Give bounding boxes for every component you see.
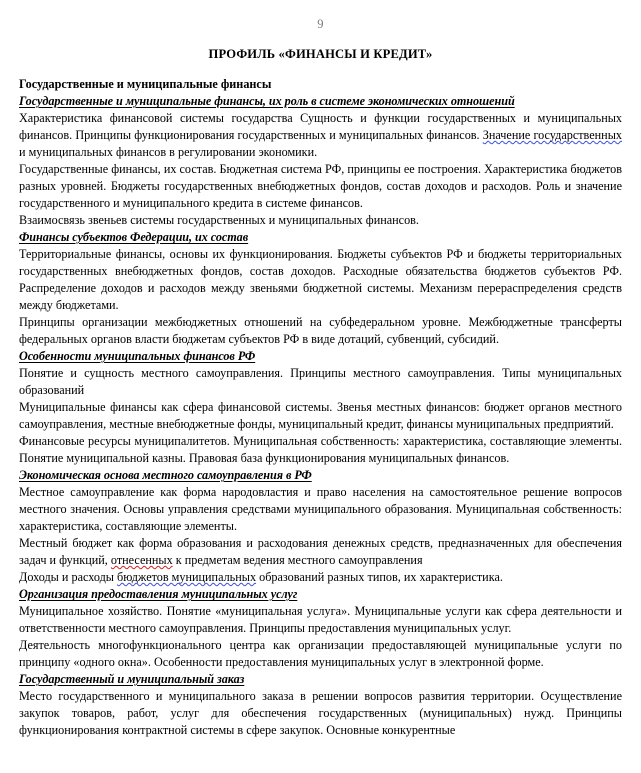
paragraph-text: Понятие и сущность местного самоуправления. Принципы местного самоуправления. Типы муниципальных образований: [19, 366, 622, 397]
body-paragraph: [19, 212, 622, 229]
section-subheading: [19, 586, 622, 603]
body-paragraph: [19, 161, 622, 212]
section-subheading: [19, 348, 622, 365]
body-paragraph: [19, 365, 622, 399]
body-paragraph: [19, 484, 622, 535]
paragraph-text: Доходы и расходы: [19, 570, 118, 584]
body-paragraph: [19, 603, 622, 637]
grammarcheck-error-text: Значение государственных: [482, 128, 622, 142]
paragraph-text: Финансовые ресурсы муниципалитетов. Муниципальная собственность: характеристика, составляющие элементы. Понятие муниципальной казны. Правовая база функционирования муниципальных финансов.: [19, 434, 622, 465]
body-paragraph: [19, 688, 622, 739]
body-paragraph: [19, 246, 622, 314]
section-subheading: [19, 93, 622, 110]
document-body: [0, 76, 641, 739]
paragraph-text: Муниципальное хозяйство. Понятие «муниципальная услуга». Муниципальные услуги как сфера деятельности и ответственности местного самоуправления. Принципы предоставления муниципальных услуг.: [19, 604, 622, 635]
section-subheading: [19, 671, 622, 688]
section-subheading-text: Финансы субъектов Федерации, их состав: [19, 230, 249, 244]
grammarcheck-error-text: бюджетов муниципальных: [117, 570, 257, 584]
paragraph-text: образований разных типов, их характеристика.: [256, 570, 503, 584]
body-paragraph: [19, 569, 622, 586]
paragraph-text: Территориальные финансы, основы их функционирования. Бюджеты субъектов РФ и бюджеты территориальных государственных внебюджетных фондов, состав доходов. Расходные обязательства бюджетов субъектов РФ. Распределение доходов и расходов между звеньями бюджетной системы. Механизм перераспределения средств между бюджетами.: [19, 247, 622, 312]
paragraph-text: Деятельность многофункционального центра как организации предоставляющей муниципальные услуги по принципу «одного окна». Особенности предоставления муниципальных услуг в электронной форме.: [19, 638, 622, 669]
section-subheading: [19, 467, 622, 484]
section-subheading-text: Особенности муниципальных финансов РФ: [19, 349, 256, 363]
paragraph-text: и муниципальных финансов в регулировании экономики.: [19, 145, 318, 159]
paragraph-text: Характеристика финансовой системы государства Сущность и функции государственных и муниципальных финансов. Принципы функционирования государственных и муниципальных финансов.: [19, 111, 622, 142]
section-heading: Государственные и муниципальные финансы: [19, 77, 272, 91]
paragraph-text: Место государственного и муниципального заказа в решении вопросов развития территории. Осуществление закупок товаров, работ, услуг для обеспечения государственных (муниципальных) нужд. Принципы функционирования контрактной системы в сфере закупок. Основные конкурентные: [19, 689, 622, 737]
section-subheading-text: Государственные и муниципальные финансы, их роль в системе экономических отношений: [19, 94, 515, 108]
page-number: 9: [317, 17, 324, 31]
paragraph-text: Местное самоуправление как форма народовластия и право населения на самостоятельное решение вопросов местного значения. Основы управления средствами муниципального образования. Муниципальная собственность: характеристика, составляющие элементы.: [19, 485, 622, 533]
paragraph-text: Муниципальные финансы как сфера финансовой системы. Звенья местных финансов: бюджет органов местного самоуправления, местные внебюджетные фонды, муниципальный кредит, финансы муниципальных предприятий.: [19, 400, 622, 431]
body-paragraph: [19, 433, 622, 467]
section-subheading-text: Государственный и муниципальный заказ: [19, 672, 245, 686]
body-paragraph: [19, 637, 622, 671]
paragraph-text: Государственные финансы, их состав. Бюджетная система РФ, принципы ее построения. Характеристика бюджетов разных уровней. Бюджеты государственных внебюджетных фондов, состав доходов и расходов. Роль и значение государственного и муниципального кредита в системе финансов.: [19, 162, 622, 210]
body-paragraph: [19, 535, 622, 569]
paragraph-text: Местный бюджет как форма образования и расходования денежных средств, предназначенных для обеспечения задач и функций,: [19, 536, 622, 567]
section-subheading-text: Организация предоставления муниципальных услуг: [19, 587, 298, 601]
section-subheading: [19, 229, 622, 246]
body-paragraph: [19, 314, 622, 348]
section-subheading-text: Экономическая основа местного самоуправления в РФ: [19, 468, 312, 482]
spellcheck-error-text: отнесенных: [110, 553, 173, 567]
paragraph-text: к предметам ведения местного самоуправления: [172, 553, 423, 567]
paragraph-text: Принципы организации межбюджетных отношений на субфедеральном уровне. Межбюджетные трансферты федеральных органов власти бюджетам субъектов РФ в виде дотаций, субвенций, субсидий.: [19, 315, 622, 346]
page-title: ПРОФИЛЬ «ФИНАНСЫ И КРЕДИТ»: [208, 47, 433, 61]
paragraph-text: Взаимосвязь звеньев системы государственных и муниципальных финансов.: [19, 213, 419, 227]
body-paragraph: [19, 110, 622, 161]
body-paragraph: [19, 399, 622, 433]
